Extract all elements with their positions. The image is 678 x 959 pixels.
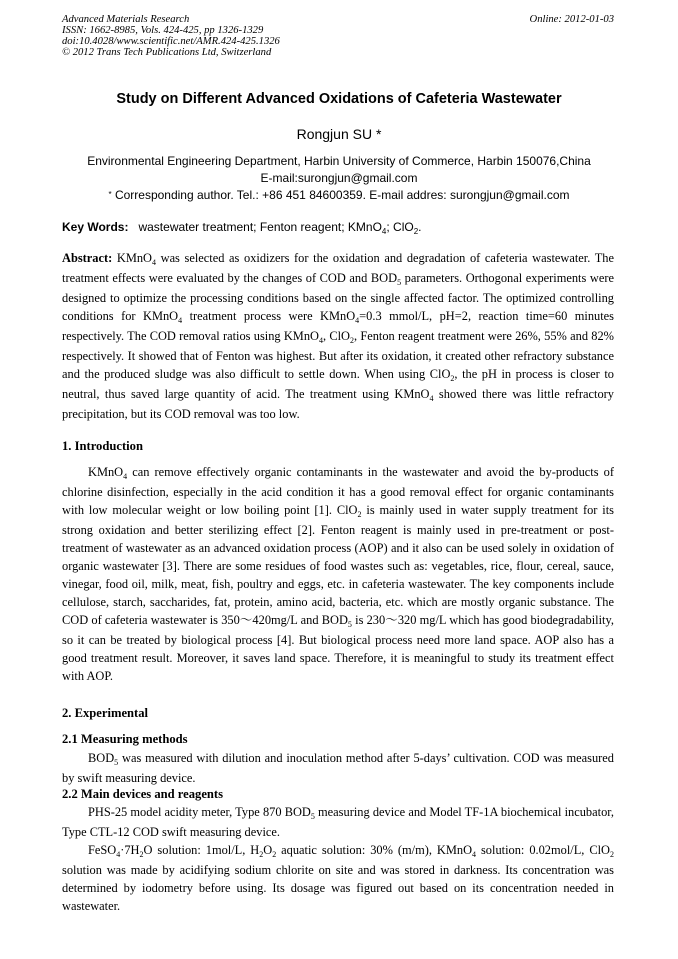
intro-heading: 1. Introduction — [62, 439, 143, 453]
copyright-line: © 2012 Trans Tech Publications Ltd, Switzerland — [62, 47, 272, 58]
text-run: KMnO — [116, 251, 152, 265]
abstract-label: Abstract: — [62, 251, 113, 265]
text-run: solution: 0.02mol/L, ClO — [476, 843, 610, 857]
subscript: 4 — [355, 316, 360, 325]
abstract — [62, 249, 614, 423]
subscript: 2 — [139, 850, 144, 859]
text-run: was measured with dilution and inoculation method after 5-days’ cultivation. COD was measured by swift measuring device. — [62, 751, 614, 785]
issn-line: ISSN: 1662-8985, Vols. 424-425, pp 1326-1329 — [62, 25, 264, 36]
text-run: , the pH in process is closer to neutral, thus saved large quantity of acid. The treatment using KMnO — [62, 367, 614, 401]
abstract-text — [62, 251, 614, 421]
text-run: can remove effectively organic contaminants in the wastewater and avoid the by-products of chlorine disinfection, especially in the acid condition it has a good removal effect for organic contaminants with low molecular weight or low boiling point [1]. ClO — [62, 465, 614, 517]
text-run: =0.3 mmol/L, pH=2, reaction time=60 minutes respectively. The COD removal ratios using KMnO — [62, 309, 614, 343]
devices-reagents-text — [62, 803, 614, 915]
subscript: 5 — [397, 278, 402, 287]
experimental-heading: 2. Experimental — [62, 706, 149, 720]
text-run: is 230～320 mg/L which has good biodegradability, so it can be treated by biological process [4]. But biological process need more land space. AOP also has a good treatment result. Moreover, it saves land space. Therefore, it is meaningful to study its treatment effect with AOP. — [62, 613, 614, 683]
affiliation-email: E-mail:surongjun@gmail.com — [260, 171, 418, 185]
subscript: 2 — [272, 850, 277, 859]
subscript: 4 — [116, 850, 121, 859]
subscript: 2 — [259, 850, 264, 859]
text-run: is mainly used in water supply treatment for its strong oxidation and better sterilizing effect [2]. Fenton reagent is mainly used in pre-treatment or post-treatment of wastewater as an advanced oxidation process (AOP) and it also can be used solely in oxidation of organic wastewater [3]. There are some residues of food wastes such as: vegetables, rice, flour, cereal, sauce, vinegar, food oil, milk, meat, fish, poultry and eggs, etc. in cafeteria wastewater. The key components include cellulose, starch, saccharides, fat, protein, amino acid, bacteria, etc. which are mostly organic substance. The COD of cafeteria wastewater is 350～420mg/L and BOD — [62, 503, 614, 627]
affiliation-dept: Environmental Engineering Department, Harbin University of Commerce, Harbin 150076,China — [87, 154, 591, 168]
subscript: 4 — [472, 850, 477, 859]
keywords: Key Words: wastewater treatment; Fenton reagent; KMnO$_4$; ClO$_2$. — [62, 220, 422, 236]
subscript: 4 — [429, 394, 434, 403]
text-run: was selected as oxidizers for the oxidation and degradation of cafeteria wastewater. The treatment effects were evaluated by the changes of COD and BOD — [62, 251, 614, 285]
text-run: PHS-25 model acidity meter, Type 870 BOD — [88, 805, 311, 819]
text-run: ·7H — [120, 843, 140, 857]
text-run: parameters. Orthogonal experiments were designed to optimize the processing conditions based on the single affected factor. The optimized controlling conditions for KMnO — [62, 271, 614, 323]
text-run: BOD — [88, 751, 115, 765]
text-run: showed there was little refractory precipitation, but its COD removal was too low. — [62, 387, 614, 421]
corresponding-author: * Corresponding author. Tel.: +86 451 84600359. E-mail addres: surongjun@gmail.com — [108, 188, 570, 202]
text-run: , ClO — [322, 329, 350, 343]
text-run: KMnO — [88, 465, 124, 479]
subscript: 2 — [349, 336, 354, 345]
devices-reagents-heading: 2.2 Main devices and reagents — [62, 787, 224, 801]
text-run: measuring device and Model TF-1A biochemical incubator, Type CTL-12 COD swift measuring device. — [62, 805, 614, 839]
subscript: 4 — [123, 472, 128, 481]
text-run: , Fenton reagent treatment were 26%, 55% and 82% respectively. It showed that of Fenton was highest. But after its oxidation, it created other refractory substance and the produced sludge was also difficult to settle down. When using ClO — [62, 329, 614, 381]
paper-title: Study on Different Advanced Oxidations of Cafeteria Wastewater — [116, 91, 562, 107]
journal-name: Advanced Materials Research — [62, 14, 190, 25]
author-name: Rongjun SU * — [296, 126, 382, 142]
measuring-methods-text — [62, 749, 614, 787]
subscript: 4 — [151, 258, 156, 267]
journal-header — [62, 14, 382, 58]
subscript: 2 — [610, 850, 614, 859]
keywords-label: Key Words: — [62, 220, 129, 234]
subscript: 2 — [357, 510, 362, 519]
subscript: 5 — [114, 758, 119, 767]
text-run: solution was made by acidifying sodium chlorite on site and was stored in darkness. Its concentration was determined by iodometry before using. Its dosage was figured out based on its concentration needed in wastewater. — [62, 863, 614, 913]
intro-paragraph — [62, 463, 614, 685]
text-run: FeSO — [88, 843, 117, 857]
text-run: O solution: 1mol/L, H — [143, 843, 260, 857]
subscript: 4 — [178, 316, 183, 325]
subscript: 5 — [347, 620, 352, 629]
text-run: aquatic solution: 30% (m/m), KMnO — [276, 843, 473, 857]
affiliation — [0, 153, 678, 204]
subscript: 2 — [450, 374, 455, 383]
text-run: O — [263, 843, 273, 857]
online-date: Online: 2012-01-03 — [529, 14, 614, 25]
subscript: 5 — [310, 812, 315, 821]
text-run: treatment process were KMnO — [182, 309, 356, 323]
subscript: 4 — [318, 336, 323, 345]
measuring-methods-heading: 2.1 Measuring methods — [62, 732, 188, 746]
doi-line: doi:10.4028/www.scientific.net/AMR.424-425.1326 — [62, 36, 280, 47]
